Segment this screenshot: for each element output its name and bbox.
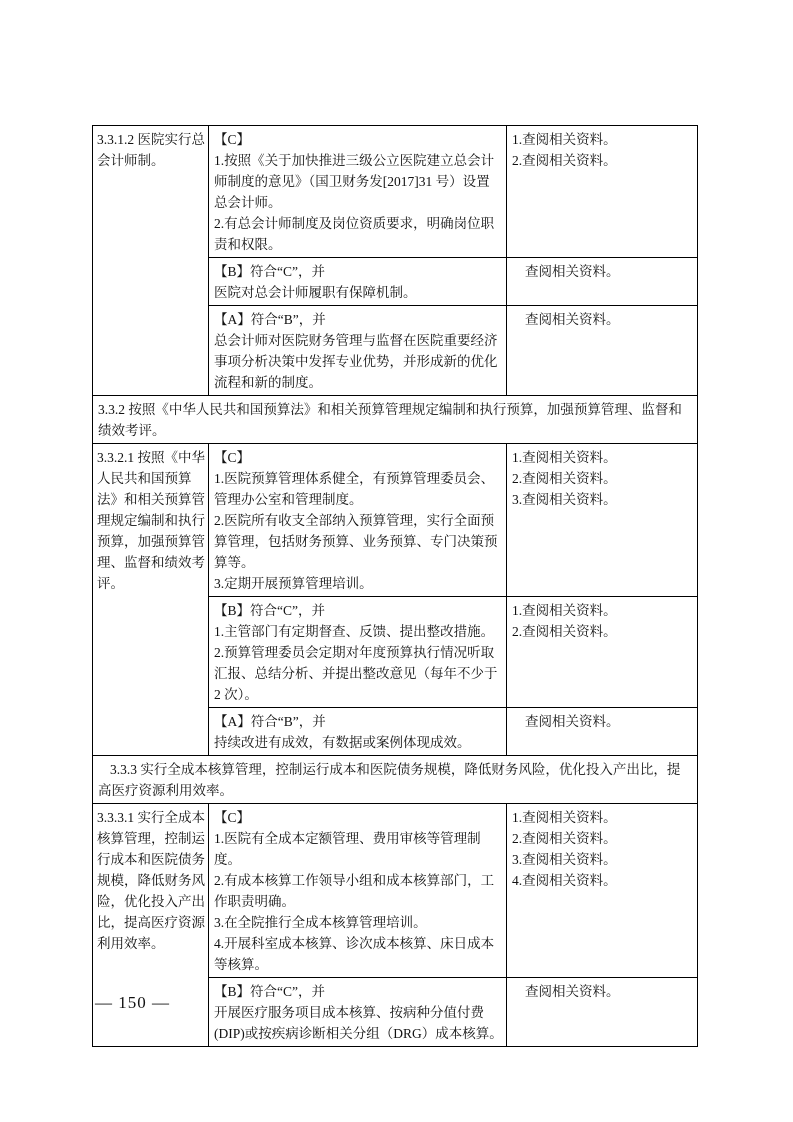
grade-desc-cell [209, 978, 507, 1046]
grade-desc-line: 3.定期开展预算管理培训。 [214, 576, 373, 591]
section-header: 3.3.2 按照《中华人民共和国预算法》和相关预算管理规定编制和执行预算，加强预算管理、监督和绩效考评。 [93, 396, 697, 444]
grade-desc-line: 1.按照《关于加快推进三级公立医院建立总会计师制度的意见》（国卫财务发[2017]31 号）设置总会计师。 [214, 153, 495, 210]
review-method-cell [507, 597, 697, 707]
grade-row [209, 258, 697, 306]
grade-desc-line: 2.医院所有收支全部纳入预算管理，实行全面预算管理，包括财务预算、业务预算、专门决策预算等。 [214, 513, 498, 570]
review-method-cell [507, 126, 697, 257]
page-number: — 150 — [95, 993, 170, 1012]
review-method-line: 查阅相关资料。 [525, 714, 620, 729]
grade-desc-cell [209, 804, 507, 977]
grade-row [209, 708, 697, 755]
grade-row [209, 804, 697, 978]
review-method-line: 1.查阅相关资料。 [512, 810, 617, 825]
review-method-line: 2.查阅相关资料。 [512, 153, 617, 168]
review-method-line: 3.查阅相关资料。 [512, 492, 617, 507]
grade-desc-line: 【B】符合“C”，并 [214, 603, 325, 618]
section-header: 3.3.3 实行全成本核算管理，控制运行成本和医院债务规模，降低财务风险，优化投入产出比，提高医疗资源利用效率。 [93, 756, 697, 804]
grade-desc-cell [209, 126, 507, 257]
grade-desc-line: 开展医疗服务项目成本核算、按病种分值付费(DIP)或按疾病诊断相关分组（DRG）成本核算。 [214, 1005, 503, 1041]
grade-desc-line: 【A】符合“B”，并 [214, 312, 326, 327]
grade-desc-line: 【B】符合“C”，并 [214, 264, 325, 279]
grade-desc-cell [209, 306, 507, 395]
item-cell [93, 126, 209, 395]
grade-desc-cell [209, 444, 507, 596]
grade-desc-line: 1.医院预算管理体系健全，有预算管理委员会、管理办公室和管理制度。 [214, 471, 495, 507]
grade-row [209, 306, 697, 395]
item-cell [93, 444, 209, 755]
review-method-line: 2.查阅相关资料。 [512, 471, 617, 486]
review-method-cell [507, 708, 697, 755]
grade-desc-line: 【C】 [214, 132, 251, 147]
grade-desc-line: 【B】符合“C”，并 [214, 984, 325, 999]
grade-desc-line: 2.有总会计师制度及岗位资质要求，明确岗位职责和权限。 [214, 216, 495, 252]
criterion-row [93, 126, 697, 396]
review-method-line: 4.查阅相关资料。 [512, 873, 617, 888]
grade-desc-cell [209, 708, 507, 755]
grade-desc-line: 医院对总会计师履职有保障机制。 [214, 285, 417, 300]
grade-desc-line: 1.医院有全成本定额管理、费用审核等管理制度。 [214, 831, 481, 867]
grade-desc-line: 3.在全院推行全成本核算管理培训。 [214, 915, 427, 930]
review-method-line: 2.查阅相关资料。 [512, 624, 617, 639]
grade-desc-line: 1.主管部门有定期督查、反馈、提出整改措施。 [214, 624, 495, 639]
grade-rows [209, 444, 697, 755]
item-text: 3.3.2.1 按照《中华人民共和国预算法》和相关预算管理规定编制和执行预算，加强预算管理、监督和绩效考评。 [97, 450, 205, 591]
criterion-row [93, 444, 697, 756]
review-method-line: 1.查阅相关资料。 [512, 603, 617, 618]
review-method-line: 1.查阅相关资料。 [512, 132, 617, 147]
review-method-line: 查阅相关资料。 [525, 312, 620, 327]
grade-desc-line: 持续改进有成效，有数据或案例体现成效。 [214, 735, 471, 750]
grade-row [209, 597, 697, 708]
review-method-cell [507, 804, 697, 977]
item-text: 3.3.1.2 医院实行总会计师制。 [97, 132, 205, 168]
review-method-line: 查阅相关资料。 [525, 264, 620, 279]
assessment-table [92, 125, 698, 1047]
review-method-line: 查阅相关资料。 [525, 984, 620, 999]
grade-rows [209, 804, 697, 1046]
review-method-line: 2.查阅相关资料。 [512, 831, 617, 846]
review-method-cell [507, 444, 697, 596]
grade-desc-line: 【C】 [214, 810, 251, 825]
review-method-line: 1.查阅相关资料。 [512, 450, 617, 465]
grade-desc-line: 【A】符合“B”，并 [214, 714, 326, 729]
grade-desc-line: 总会计师对医院财务管理与监督在医院重要经济事项分析决策中发挥专业优势，并形成新的优化流程和新的制度。 [214, 333, 498, 390]
grade-desc-line: 2.有成本核算工作领导小组和成本核算部门，工作职责明确。 [214, 873, 495, 909]
review-method-cell [507, 306, 697, 395]
grade-desc-line: 4.开展科室成本核算、诊次成本核算、床日成本等核算。 [214, 936, 495, 972]
review-method-line: 3.查阅相关资料。 [512, 852, 617, 867]
grade-desc-line: 2.预算管理委员会定期对年度预算执行情况听取汇报、总结分析、并提出整改意见（每年不少于2 次）。 [214, 645, 498, 702]
grade-row [209, 126, 697, 258]
criterion-row [93, 804, 697, 1046]
item-text: 3.3.3.1 实行全成本核算管理，控制运行成本和医院债务规模，降低财务风险，优化投入产出比，提高医疗资源利用效率。 [97, 810, 205, 951]
review-method-cell [507, 258, 697, 305]
grade-desc-line: 【C】 [214, 450, 251, 465]
grade-desc-cell [209, 597, 507, 707]
grade-rows [209, 126, 697, 395]
grade-desc-cell [209, 258, 507, 305]
grade-row [209, 444, 697, 597]
grade-row [209, 978, 697, 1046]
review-method-cell [507, 978, 697, 1046]
